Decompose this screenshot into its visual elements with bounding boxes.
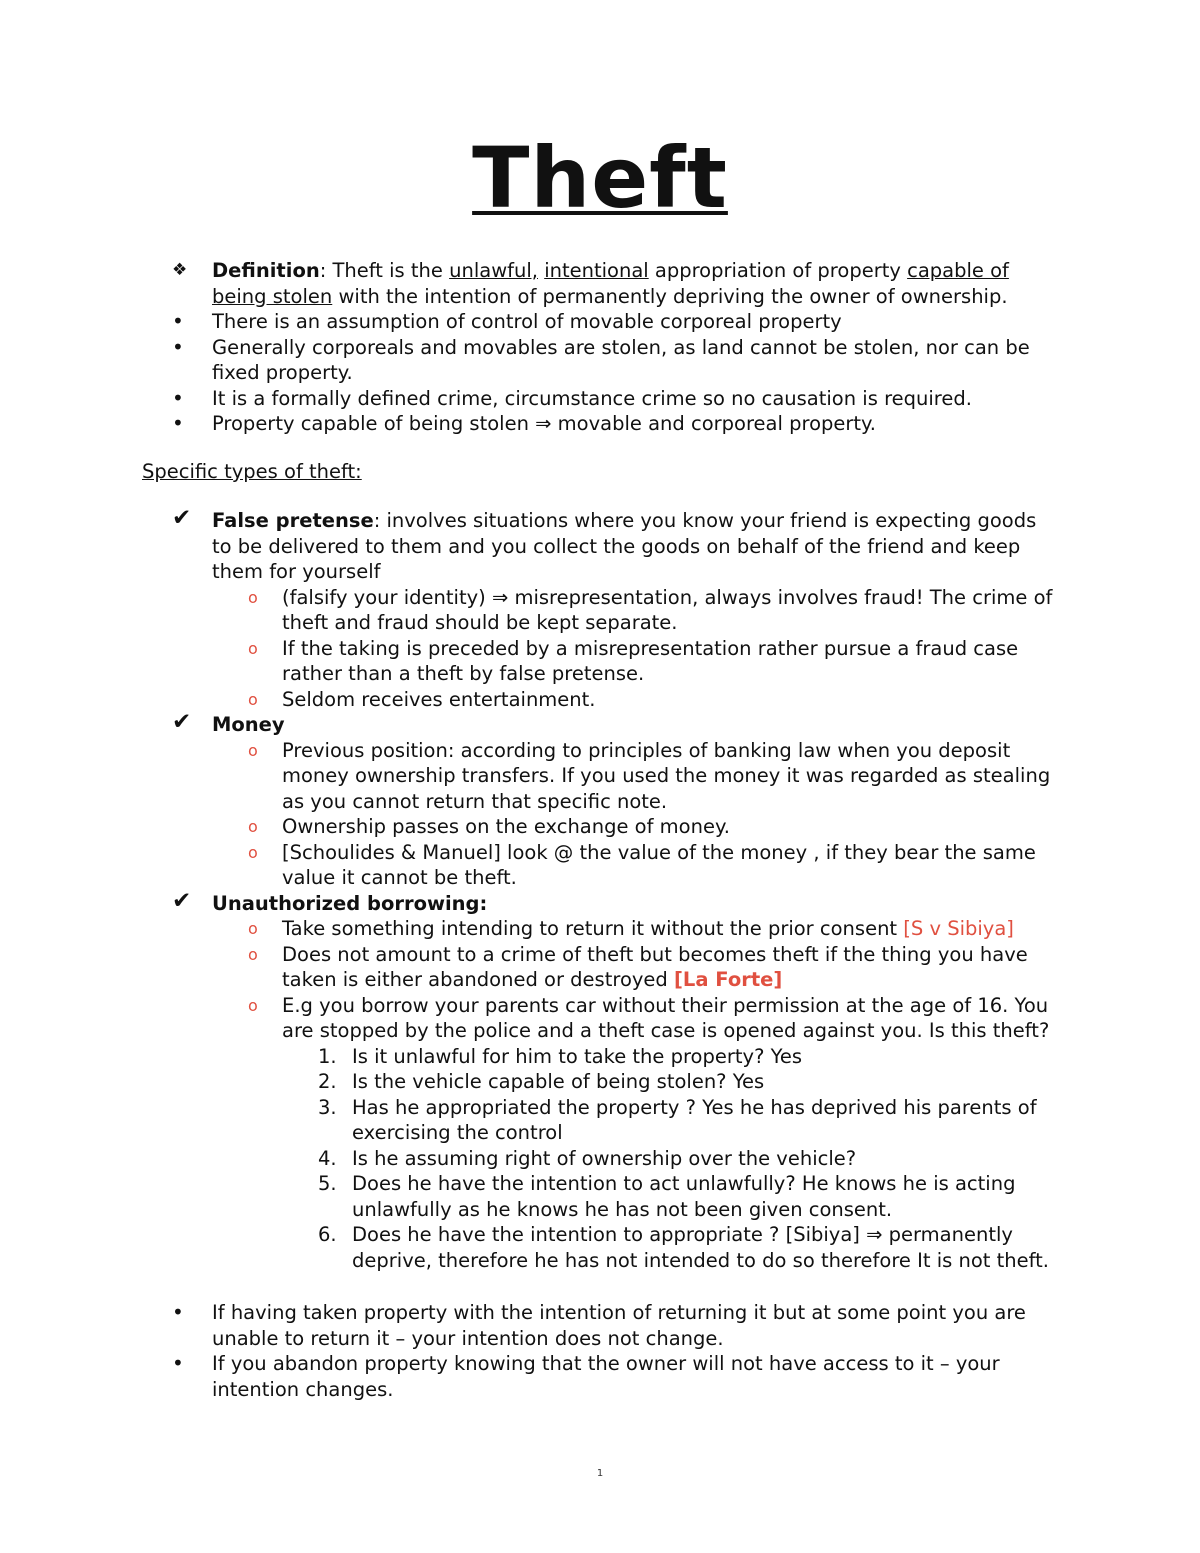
bullet-text: Property capable of being stolen ⇒ movable and corporeal property. [212,412,876,435]
item-number: 6. [318,1223,337,1246]
bullet-icon: • [172,334,184,359]
false-pretense-text: False pretense: involves situations where you know your friend is expecting goods to be delivered to them and you collect the goods on behalf of the friend and keep them for yourself [212,509,1037,583]
numbered-item-text: Does he have the intention to appropriate ? [Sibiya] ⇒ permanently deprive, therefore he has not intended to do so therefore It is not theft. [352,1223,1049,1272]
diamond-bullet-icon: ❖ [172,260,188,280]
check-icon: ✔ [172,709,192,735]
list-item [172,411,1072,437]
sub-item [172,840,1072,891]
list-item [172,386,1072,412]
bullet-icon: • [172,1351,184,1375]
circle-bullet-icon: o [248,689,258,709]
section-heading: Specific types of theft: [142,460,362,483]
sub-item [172,942,1072,993]
bullet-text: If you abandon property knowing that the owner will not have access to it – your intention changes. [212,1352,1000,1401]
item-number: 5. [318,1172,337,1195]
bullet-icon: • [172,385,184,410]
numbered-item-text: Does he have the intention to act unlawfully? He knows he is acting unlawfully as he knows he has not been given consent. [352,1172,1016,1221]
item-number: 4. [318,1146,337,1170]
page-number: 1 [596,1468,604,1479]
item-number: 1. [318,1044,337,1068]
item-number: 3. [318,1095,337,1119]
item-number: 2. [318,1070,337,1093]
case-citation: [La Forte] [674,968,783,991]
case-citation: [S v Sibiya] [903,917,1014,940]
sub-item [172,585,1072,636]
numbered-item [172,1069,1072,1095]
numbered-item-text: Is he assuming right of ownership over the vehicle? [352,1146,857,1170]
sub-item-text: If the taking is preceded by a misrepresentation rather pursue a fraud case rather than a theft by false pretense. [282,636,1019,685]
arrow-icon: ⇒ [491,585,509,609]
bullet-icon: • [172,411,184,435]
numbered-item-text: Is it unlawful for him to take the property? Yes [352,1044,803,1068]
sub-item-text: Take something intending to return it without the prior consent [S v Sibiya] [282,917,1014,940]
sub-item [172,814,1072,840]
list-item [172,887,1072,917]
specific-types-list [172,505,1072,1273]
list-item [172,505,1072,585]
numbered-item-text: Is the vehicle capable of being stolen? Yes [352,1070,765,1093]
sub-item-text: Ownership passes on the exchange of money. [282,815,730,838]
money-label: Money [212,713,285,736]
sub-item-text: Previous position: according to principles of banking law when you deposit money ownership transfers. If you used the money it was regarded as stealing as you cannot return that specific note. [282,738,1051,813]
numbered-item [172,1171,1072,1222]
circle-bullet-icon: o [248,919,258,938]
circle-bullet-icon: o [248,842,258,862]
arrow-icon: ⇒ [866,1223,883,1246]
definition-item [172,258,1072,309]
circle-bullet-icon: o [248,995,258,1015]
bullet-text: It is a formally defined crime, circumstance crime so no causation is required. [212,386,972,410]
numbered-item [172,1222,1072,1273]
circle-bullet-icon: o [248,944,258,964]
list-item [172,335,1072,386]
numbered-item [172,1044,1072,1070]
closing-section [172,1300,1072,1402]
definition-section [172,258,1072,437]
page-title: Theft [472,129,728,227]
bullet-text: If having taken property with the intention of returning it but at some point you are unable to return it – your intention does not change. [212,1301,1026,1350]
circle-bullet-icon: o [248,587,258,607]
bullet-icon: • [172,1300,184,1324]
numbered-item [172,1095,1072,1146]
sub-item-text: E.g you borrow your parents car without their permission at the age of 16. You are stopped by the police and a theft case is opened against you. Is this theft? [282,993,1050,1042]
sub-item-text: Does not amount to a crime of theft but becomes theft if the thing you have taken is either abandoned or destroyed [La Forte] [282,942,1028,991]
arrow-icon: ⇒ [535,412,552,435]
check-icon: ✔ [172,887,192,914]
circle-bullet-icon: o [248,817,258,836]
check-icon: ✔ [172,505,192,531]
numbered-item-text: Has he appropriated the property ? Yes he has deprived his parents of exercising the control [352,1095,1037,1144]
definition-text: Definition: Theft is the unlawful, intentional appropriation of property capable of being stolen with the intention of permanently depriving the owner of ownership. [212,259,1009,308]
sub-item [172,687,1072,713]
circle-bullet-icon: o [248,638,258,658]
bullet-icon: • [172,309,184,333]
list-item [172,1300,1072,1351]
bullet-text: Generally corporeals and movables are stolen, as land cannot be stolen, nor can be fixed property. [212,335,1030,384]
sub-item [172,738,1072,815]
sub-item [172,636,1072,687]
sub-item-text: Seldom receives entertainment. [282,687,596,711]
sub-item-text: (falsify your identity) ⇒ misrepresentation, always involves fraud! The crime of theft and fraud should be kept separate. [282,585,1053,634]
list-item [172,709,1072,738]
borrowing-label: Unauthorized borrowing: [212,891,488,915]
sub-item [172,993,1072,1044]
bullet-text: There is an assumption of control of movable corporeal property [212,310,842,333]
sub-item [172,916,1072,942]
sub-item-text: [Schoulides & Manuel] look @ the value of the money , if they bear the same value it cannot be theft. [282,840,1036,889]
circle-bullet-icon: o [248,740,258,760]
list-item [172,309,1072,335]
numbered-item [172,1146,1072,1172]
list-item [172,1351,1072,1402]
